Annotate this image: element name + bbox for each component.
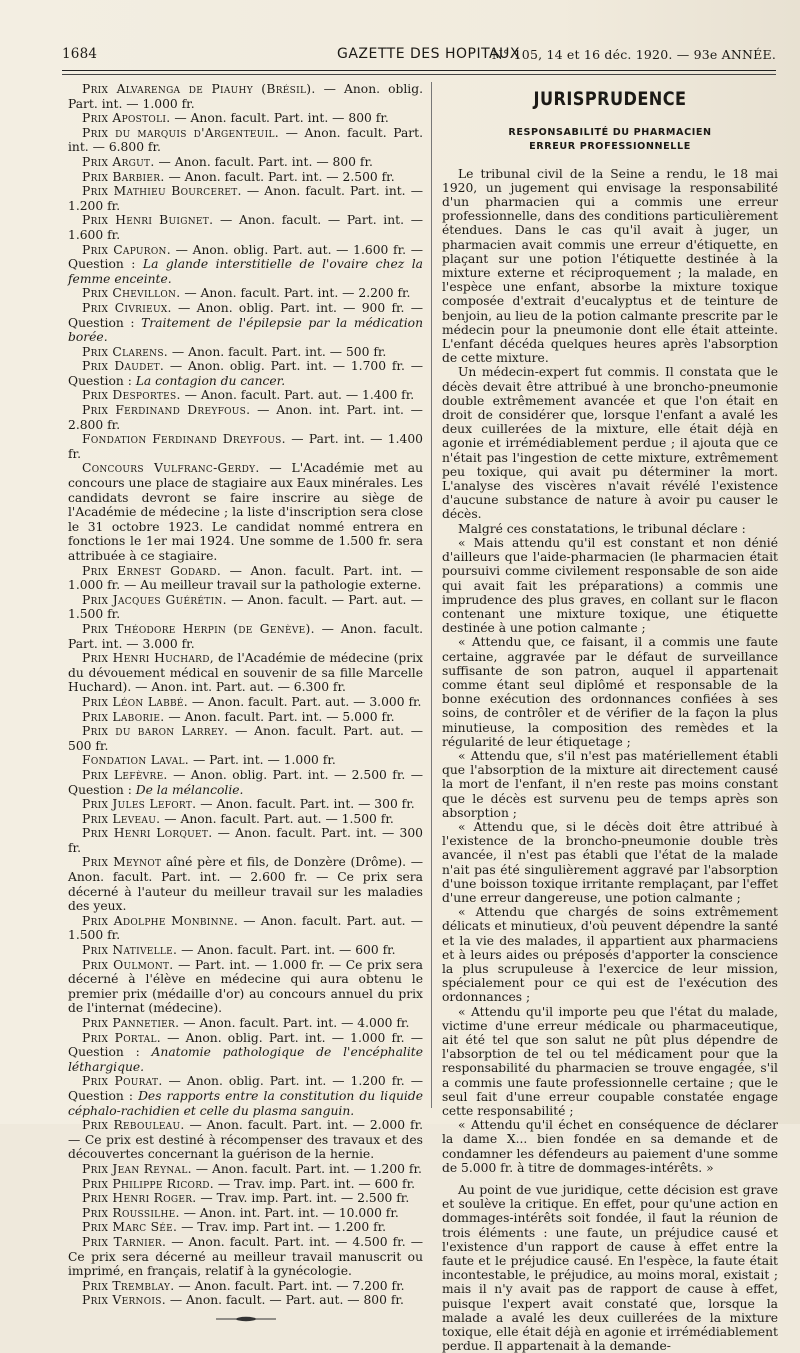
- prize-entry: [68, 651, 423, 695]
- prize-name: Prix Daudet.: [82, 359, 165, 374]
- prize-name: Prix Henri Lorquet.: [82, 826, 213, 841]
- prize-entry: [68, 943, 423, 958]
- prize-entry: [68, 1177, 423, 1192]
- prize-details: aîné père et fils, de Donzère (Drôme). — Anon. facult. Part. int. — 2.600 fr. — Ce prix sera décerné à l'auteur du meilleur travail sur les maladies des yeux.: [68, 855, 423, 914]
- prize-entry: [68, 1206, 423, 1221]
- journal-title: GAZETTE DES HOPITAUX: [337, 46, 520, 62]
- prize-name: Prix Vernois.: [82, 1293, 166, 1308]
- prize-details: — Anon. facult. Part. int. — 2.000 fr. — Ce prix est destiné à récompenser des travaux et des découvertes concernant la guérison de la hernie.: [68, 1118, 423, 1162]
- prize-name: Prix Henri Buignet.: [82, 213, 214, 228]
- prize-entry: [68, 126, 423, 155]
- prize-name: Prix Ernest Godard.: [82, 563, 222, 578]
- column-divider: [431, 82, 432, 1108]
- prize-name: Fondation Ferdinand Dreyfous.: [82, 432, 286, 447]
- prize-entry: [68, 753, 423, 768]
- prize-details: — Anon. facult. Part. int. — 1.200 fr.: [191, 1161, 422, 1176]
- prize-details: — Anon. facult. Part. int. — 1.200 fr.: [68, 184, 423, 213]
- article-paragraph: Le tribunal civil de la Seine a rendu, le 18 mai 1920, un jugement qui envisage la responsabilité d'un pharmacien qui a commis une erreur professionnelle, dans des conditions particulièrement étendues. Dans le cas qu'il avait à juger, un pharmacien avait commis une erreur d'étiquette, en plaçant sur une potion l'étiquette destinée à la mixture externe et réciproquement ; la malade, en l'espèce une enfant, absorbe la mixture toxique composée d'extrait d'eucalyptus et de teinture de benjoin, au lieu de la potion calmante prescrite par le médecin pour la pneumonie dont elle était atteinte. L'enfant décéda quelques heures après l'absorption de cette mixture.: [442, 166, 778, 366]
- article-paragraph: « Attendu que, s'il n'est pas matériellement établi que l'absorption de la mixture ait directement causé la mort de l'enfant, il n'en reste pas moins constant que le décès est survenu peu de temps après son absorption ;: [442, 748, 778, 820]
- prize-name: Prix Philippe Ricord.: [82, 1176, 215, 1191]
- prize-name: Prix Tremblay.: [82, 1278, 175, 1293]
- prize-name: Prix Oulmont.: [82, 957, 174, 972]
- prize-name: Prix Leveau.: [82, 811, 161, 826]
- prize-details: — Part. int. — 1.000 fr.: [189, 753, 336, 768]
- article-paragraph: « Attendu que, ce faisant, il a commis une faute certaine, aggravée par le défaut de surveillance suffisante de son patron, auquel il appartenait comme étant seul diplômé et responsable de la bonne exécution des ordonnances confiées à ses soins, de contrôler et de vérifier de la façon la plus minutieuse, la composition des remèdes et la régularité de leur étiquetage ;: [442, 635, 778, 749]
- prize-details: — Anon. facult. Part. int. — 800 fr.: [170, 111, 389, 126]
- prize-entry: [68, 1162, 423, 1177]
- prize-details: — Trav. imp. Part. int. — 2.500 fr.: [196, 1191, 410, 1206]
- prize-details: — Anon. facult. Part. int. — 600 fr.: [177, 943, 396, 958]
- prize-name: Prix Tarnier.: [82, 1234, 167, 1249]
- header-rule: [62, 70, 776, 71]
- prize-entry: [68, 403, 423, 432]
- prize-entry: [68, 593, 423, 622]
- prize-entry: [68, 213, 423, 242]
- prize-name: Prix Apostoli.: [82, 111, 171, 126]
- prize-details: — Anon. oblig. Part. int. — 1.000 fr. — Question :: [68, 1030, 423, 1060]
- prize-entry: [68, 797, 423, 812]
- prize-entry: [68, 82, 423, 111]
- prize-details: — Anon. facult. — Part. int. — 1.600 fr.: [68, 213, 423, 242]
- prize-details: — Anon. facult. Part. int. — 4.500 fr. — Ce prix sera décerné au meilleur travail manuscrit ou imprimé, en français, relatif à la gynécologie.: [68, 1234, 423, 1279]
- prize-details: — Trav. imp. Part. int. — 600 fr.: [214, 1176, 416, 1191]
- prize-name: Fondation Laval.: [82, 753, 190, 768]
- header-rule-thin: [62, 74, 776, 75]
- prize-question: Des rapports entre la constitution du liquide céphalo-rachidien et celle du plasma sanguin.: [68, 1088, 423, 1118]
- prize-name: Prix Marc Sée.: [82, 1220, 178, 1235]
- prize-name: Prix Pourat.: [82, 1074, 163, 1089]
- prize-question: Traitement de l'épilepsie par la médication borée.: [68, 315, 423, 345]
- section-title: JURISPRUDENCE: [533, 88, 687, 110]
- prize-name: Prix Barbier.: [82, 169, 165, 184]
- prize-details: — Anon. oblig. Part. aut. — 1.600 fr. — Question :: [68, 242, 423, 272]
- article-paragraph: Un médecin-expert fut commis. Il constata que le décès devait être attribué à une broncho-pneumonie double extrêmement avancée et que l'on était en droit de considérer que, lorsque l'enfant a avalé les deux cuillerées de la mixture, elle était déjà en agonie et irrémédiablement perdue ; il ajouta que ce n'était pas l'ingestion de cette mixture, extrêmement peu toxique, qui avait pu déterminer la mort. L'analyse des viscères n'avait révélé l'existence d'aucune substance de nature à avoir pu causer le décès.: [442, 365, 778, 522]
- page-number: 1684: [62, 46, 98, 62]
- prize-name: Prix Nativelle.: [82, 943, 178, 958]
- prize-entry: [68, 345, 423, 360]
- prize-entry: [68, 826, 423, 855]
- prize-question: La glande interstitielle de l'ovaire chez la femme enceinte.: [68, 257, 423, 286]
- prize-details: de l'Académie de médecine (prix du dévouement médical en souvenir de sa fille Marcelle Huchard). — Anon. int. Part. aut. — 6.300 fr.: [68, 651, 423, 695]
- prize-details: — Anon. facult. Part. int. — 7.200 fr.: [174, 1278, 405, 1293]
- prize-question: La contagion du cancer.: [135, 373, 286, 388]
- prize-entry: [68, 111, 423, 126]
- prize-name: Prix Henri Roger.: [82, 1191, 197, 1206]
- prize-details: — Anon. int. Part. int. — 10.000 fr.: [179, 1205, 399, 1220]
- prize-details: — Anon. facult. Part. int. — 800 fr.: [154, 154, 373, 169]
- prize-question: De la mélancolie.: [135, 782, 244, 797]
- prize-name: Concours Vulfranc-Gerdy.: [82, 461, 260, 476]
- prize-name: Prix Mathieu Bourceret.: [82, 184, 242, 199]
- prize-entry: [68, 1074, 423, 1118]
- prize-entry: [68, 1235, 423, 1279]
- prize-details: — Anon. facult. Part. int. — 500 fr.: [168, 344, 387, 359]
- prize-details: — Anon. facult. Part. int. — 300 fr.: [196, 797, 415, 812]
- article-paragraph: « Attendu que, si le décès doit être attribué à l'existence de la broncho-pneumonie double très avancée, il n'est pas établi que l'état de la malade n'ait pas été singulièrement aggravé par l'absorption d'une boisson toxique irritante remplaçant, par l'effet d'une erreur dangereuse, une potion calmante ;: [442, 819, 778, 905]
- jurisprudence-column: [442, 82, 778, 1353]
- prize-name: Prix Desportes.: [82, 388, 181, 403]
- article-paragraph: « Attendu qu'il échet en conséquence de déclarer la dame X... bien fondée en sa demande et de condamner les défendeurs au paiement d'une somme de 5.000 fr. à titre de dommages-intérêts. »: [442, 1118, 778, 1175]
- prize-name: Prix Roussilhe.: [82, 1205, 180, 1220]
- prize-details: — Anon. facult. Part. int. — 2.500 fr.: [164, 169, 395, 184]
- prize-entry: [68, 359, 423, 388]
- prize-entry: [68, 768, 423, 797]
- prize-details: — Anon. oblig. Part. int. — 1.000 fr.: [68, 82, 423, 111]
- prize-details: — Anon. int. Part. int. — 2.800 fr.: [68, 403, 423, 432]
- prize-name: Prix Adolphe Monbinne.: [82, 913, 239, 928]
- prize-name: Prix Laborie.: [82, 709, 165, 724]
- prize-entry: [68, 1118, 423, 1162]
- prize-entry: [68, 564, 423, 593]
- prize-entry: [68, 1031, 423, 1075]
- issue-info: N° 105, 14 et 16 déc. 1920. — 93e ANNÉE.: [491, 47, 776, 62]
- prize-entry: [68, 710, 423, 725]
- prize-name: Prix Capuron.: [82, 242, 171, 257]
- prize-name: Prix Henri Huchard,: [82, 651, 214, 666]
- prize-entry: [68, 286, 423, 301]
- prize-entry: [68, 184, 423, 213]
- prize-entry: [68, 155, 423, 170]
- prize-details: — Anon. oblig. Part. int. — 1.700 fr. — Question :: [68, 359, 423, 388]
- prize-entry: [68, 812, 423, 827]
- prize-entry: [68, 301, 423, 345]
- prize-name: Prix Portal.: [82, 1030, 161, 1045]
- prize-details: — Anon. facult. Part. aut. — 1.500 fr.: [68, 913, 423, 943]
- article-paragraph: Malgré ces constatations, le tribunal déclare :: [458, 521, 746, 536]
- prize-name: Prix Lefèvre.: [82, 767, 168, 782]
- prize-name: Prix Chevillon.: [82, 286, 181, 301]
- prize-entry: [68, 388, 423, 403]
- article-paragraph: « Attendu qu'il importe peu que l'état du malade, victime d'une erreur médicale ou pharmaceutique, ait été tel que son salut ne pût plus dépendre de l'absorption de tel ou tel médicament pour que la responsabilité du pharmacien se trouve engagée, s'il a commis une faute professionnelle certaine ; que le seul fait d'une erreur coupable constatée engage cette responsabilité ;: [442, 1004, 778, 1119]
- prize-details: — Anon. facult. Part. int. — 5.000 fr.: [164, 709, 395, 724]
- prize-name: Prix Pannetier.: [82, 1016, 180, 1030]
- prize-name: Prix Jules Lefort.: [82, 797, 197, 812]
- prize-name: Prix Meynot: [82, 855, 162, 870]
- prize-entry: [68, 724, 423, 753]
- prize-name: Prix Rebouleau.: [82, 1118, 185, 1133]
- prize-entry: [68, 695, 423, 710]
- prize-details: — L'Académie met au concours une place de stagiaire aux Eaux minérales. Les candidats devront se faire inscrire au siège de l'Académie de médecine ; la liste d'inscription sera close le 31 octobre 1923. Le candidat nommé entrera en fonctions le 1er mai 1924. Une somme de 1.500 fr. sera attribuée à ce stagiaire.: [68, 461, 423, 563]
- prize-details: — Anon. facult. Part. aut. — 500 fr.: [68, 724, 424, 753]
- prize-details: — Anon. facult. Part. aut. — 1.400 fr.: [180, 388, 415, 403]
- prize-details: — Anon. facult. Part. int. — 4.000 fr.: [179, 1016, 410, 1030]
- prize-list-column: [68, 82, 423, 1322]
- prize-name: Prix Civrieux.: [82, 300, 172, 315]
- prize-details: — Trav. imp. Part int. — 1.200 fr.: [177, 1220, 387, 1235]
- prize-name: Prix Léon Labbé.: [82, 694, 188, 709]
- prize-entry: [68, 1191, 423, 1206]
- prize-details: — Anon. oblig. Part. int. — 900 fr. — Question :: [68, 300, 424, 330]
- prize-entry: [68, 461, 423, 563]
- prize-name: Prix Théodore Herpin (de Genève).: [82, 621, 315, 636]
- prize-entry: [68, 914, 423, 943]
- prize-entry: [68, 1293, 423, 1308]
- prize-name: Prix du baron Larrey.: [82, 724, 229, 739]
- prize-entry: [68, 855, 423, 913]
- prize-details: — Part. int. — 1.400 fr.: [68, 432, 423, 461]
- prize-details: — Anon. facult. Part. int. — 3.000 fr.: [68, 621, 423, 651]
- article-paragraph: Au point de vue juridique, cette décision est grave et soulève la critique. En effet, pour qu'une action en dommages-intérêts soit fondée, il faut la réunion de trois éléments : une faute, un préjudice causé et l'existence d'un rapport de cause à effet entre la faute et le préjudice causé. En l'espèce, la faute était incontestable, le préjudice, au moins moral, existait ; mais il n'y avait pas de rapport de cause à effet, puisque l'expert avait constaté que, lorsque la malade a avalé les deux cuillerées de la mixture toxique, elle était déjà en agonie et irrémédiablement perdue. Il appartenait à la demande-: [442, 1183, 778, 1353]
- prize-entry: [68, 432, 423, 461]
- end-ornament: [216, 1316, 276, 1322]
- prize-entry: [68, 1220, 423, 1235]
- prize-entry: [68, 1016, 423, 1031]
- article-subtitle: RESPONSABILITÉ DU PHARMACIEN: [508, 127, 712, 139]
- prize-question: Anatomie pathologique de l'encéphalite léthargique.: [68, 1045, 424, 1074]
- prize-details: — Anon. facult. Part. int. — 300 fr.: [68, 826, 424, 855]
- page-header: [62, 44, 776, 68]
- prize-name: Prix Clarens.: [82, 344, 169, 359]
- prize-entry: [68, 958, 423, 1016]
- prize-name: Prix Jacques Guérétin.: [82, 592, 227, 607]
- prize-details: — Anon. facult. Part. int. — 2.200 fr.: [180, 286, 411, 301]
- prize-details: — Anon. oblig. Part. int. — 1.200 fr. — Question :: [68, 1074, 423, 1103]
- prize-name: Prix du marquis d'Argenteuil.: [82, 125, 279, 140]
- prize-entry: [68, 170, 423, 185]
- prize-name: Prix Jean Reynal.: [82, 1161, 192, 1176]
- prize-details: — Anon. oblig. Part. int. — 2.500 fr. — Question :: [68, 767, 423, 797]
- prize-name: Prix Alvarenga de Piauhy (Brésil).: [82, 82, 316, 96]
- prize-details: — Anon. facult. Part. int. — 6.800 fr.: [68, 125, 424, 155]
- prize-name: Prix Argut.: [82, 154, 155, 169]
- prize-entry: [68, 622, 423, 651]
- article-body: [442, 167, 778, 1353]
- prize-entry: [68, 243, 423, 287]
- prize-entry: [68, 1279, 423, 1294]
- article-subtitle: ERREUR PROFESSIONNELLE: [529, 141, 691, 153]
- prize-details: — Anon. facult. Part. aut. — 1.500 fr.: [160, 811, 394, 826]
- article-paragraph: « Mais attendu qu'il est constant et non dénié d'ailleurs que l'aide-pharmacien (le pharmacien était poursuivi comme civilement responsable de son aide qui avait fait les préparations) a commis une imprudence des plus graves, en collant sur le flacon contenant une mixture toxique, une étiquette destinée à une potion calmante ;: [442, 535, 778, 636]
- prize-details: — Anon. facult. Part. aut. — 3.000 fr.: [188, 694, 422, 709]
- prize-details: — Anon. facult. — Part. aut. — 800 fr.: [165, 1293, 404, 1308]
- prize-details: — Anon. facult. — Part. aut. — 1.500 fr.: [68, 592, 423, 622]
- article-paragraph: « Attendu que chargés de soins extrêmement délicats et minutieux, d'où peuvent dépendre la santé et la vie des malades, il appartient aux pharmaciens et à leurs aides ou préposés d'apporter la conscience la plus scrupuleuse à l'exercice de leur mission, spécialement pour ce qui est de l'exécution des ordonnances ;: [442, 905, 778, 1005]
- prize-name: Prix Ferdinand Dreyfous.: [82, 403, 251, 418]
- prize-details: — Anon. facult. Part. int. — 1.000 fr. — Au meilleur travail sur la pathologie externe.: [68, 563, 423, 593]
- prize-details: — Part. int. — 1.000 fr. — Ce prix sera décerné à l'élève en médecine qui aura obtenu le premier prix (médaille d'or) au concours annuel du prix de l'internat (médecine).: [68, 957, 423, 1016]
